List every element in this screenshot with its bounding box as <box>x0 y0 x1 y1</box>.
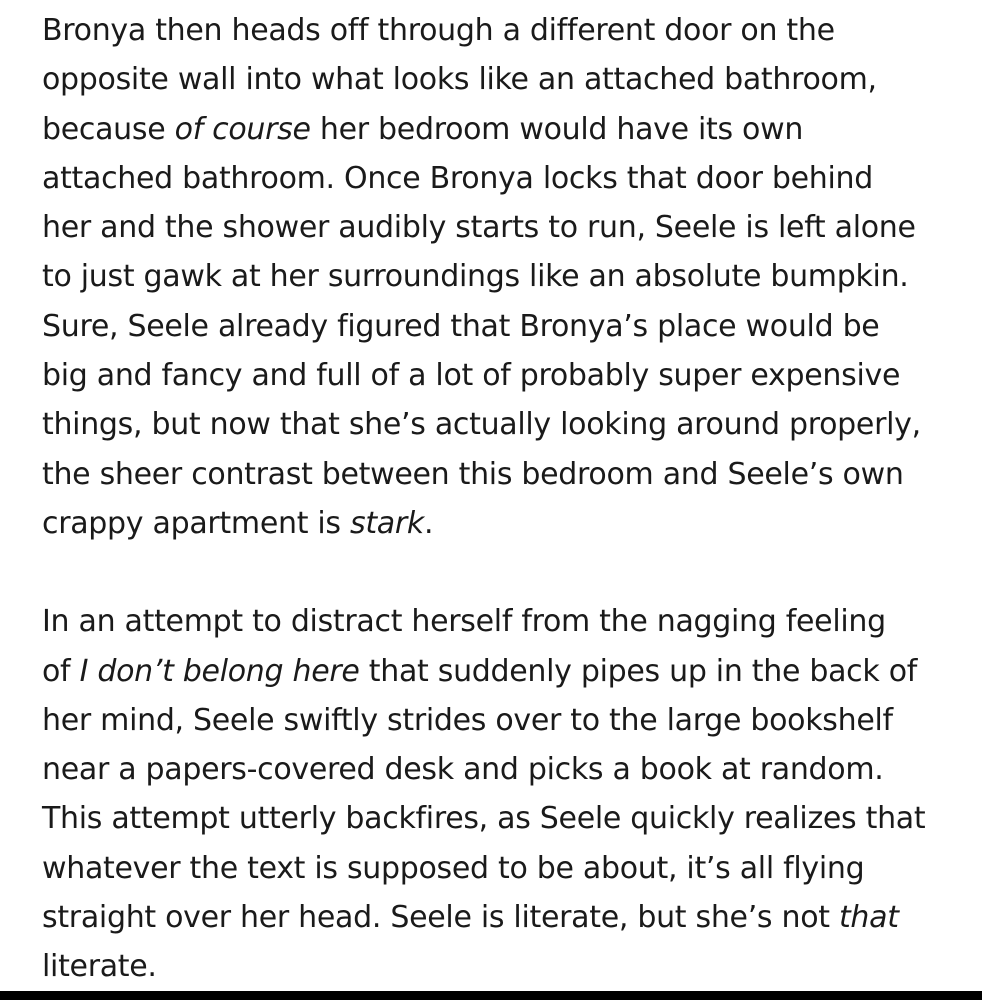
text-run: because <box>42 111 175 147</box>
text-run: crappy apartment is <box>42 505 350 541</box>
text-line <box>42 252 962 301</box>
text-line <box>42 745 962 794</box>
text-run: her and the shower audibly starts to run, Seele is left alone <box>42 210 916 246</box>
text-run: the sheer contrast between this bedroom and Seele’s own <box>42 456 904 492</box>
text-line <box>42 844 962 893</box>
text-line <box>42 597 962 646</box>
emphasized-text: stark <box>350 505 424 541</box>
text-line <box>42 351 962 400</box>
text-run: near a papers-covered desk and picks a book at random. <box>42 752 884 788</box>
text-run: that suddenly pipes up in the back of <box>359 653 918 689</box>
text-line <box>42 450 962 499</box>
text-line <box>42 696 962 745</box>
text-run: to just gawk at her surroundings like an absolute bumpkin. <box>42 259 909 295</box>
text-run: big and fancy and full of a lot of probably super expensive <box>42 358 901 394</box>
bottom-edge-bar <box>0 991 982 1000</box>
text-run: her mind, Seele swiftly strides over to the large bookshelf <box>42 702 893 738</box>
text-run: straight over her head. Seele is literate, but she’s not <box>42 900 839 936</box>
text-line <box>42 499 962 548</box>
text-line <box>42 942 962 991</box>
text-run: attached bathroom. Once Bronya locks that door behind <box>42 160 873 196</box>
text-line <box>42 55 962 104</box>
text-run: whatever the text is supposed to be about, it’s all flying <box>42 850 865 886</box>
text-run: things, but now that she’s actually looking around properly, <box>42 407 921 443</box>
text-run: . <box>423 505 434 541</box>
text-line <box>42 203 962 252</box>
text-line <box>42 6 962 55</box>
text-run: In an attempt to distract herself from the nagging feeling <box>42 604 886 640</box>
text-run: Bronya then heads off through a different door on the <box>42 13 835 48</box>
text-line <box>42 400 962 449</box>
text-line <box>42 105 962 154</box>
text-run: of <box>42 653 80 689</box>
paragraph <box>42 6 962 548</box>
text-run: opposite wall into what looks like an attached bathroom, <box>42 62 877 98</box>
emphasized-text: I don’t belong here <box>79 653 360 689</box>
paragraph <box>42 597 962 991</box>
text-line <box>42 154 962 203</box>
text-line <box>42 302 962 351</box>
text-line <box>42 794 962 843</box>
text-run: This attempt utterly backfires, as Seele quickly realizes that <box>42 801 926 837</box>
emphasized-text: that <box>838 900 899 936</box>
text-run: literate. <box>42 949 157 985</box>
emphasized-text: of course <box>174 111 311 147</box>
text-line <box>42 893 962 942</box>
reading-pane <box>42 6 962 992</box>
text-run: her bedroom would have its own <box>310 111 804 147</box>
text-line <box>42 647 962 696</box>
text-run: Sure, Seele already figured that Bronya’s place would be <box>42 308 880 344</box>
